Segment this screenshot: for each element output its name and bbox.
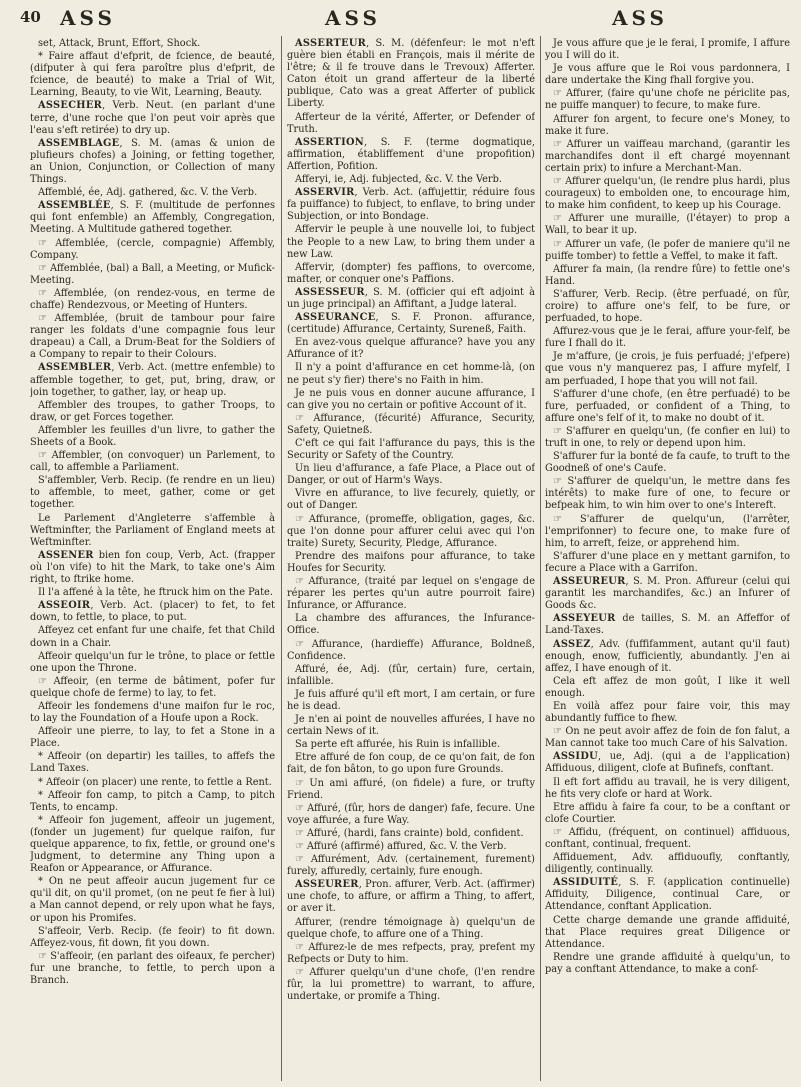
- column-divider: [540, 36, 541, 1081]
- dictionary-entry: [545, 426, 790, 450]
- dictionary-entry: [30, 751, 275, 775]
- dictionary-entry: [545, 213, 790, 237]
- dictionary-entry: [545, 777, 790, 801]
- entry-text: Prendre des maifons pour affurance, to take Houfes for Security.: [287, 550, 535, 574]
- dictionary-entry: [30, 726, 275, 750]
- entry-text: Il n'y a point d'affurance en cet homme-là, (on ne peut s'y fier) there's no Faith in him.: [287, 362, 535, 386]
- dictionary-entry: [545, 915, 790, 951]
- dictionary-entry: [287, 337, 535, 361]
- entry-text: Afferyi, ie, Adj. fubjected, &c. V. the Verb.: [295, 174, 503, 186]
- dictionary-entry: [545, 639, 790, 675]
- entry-text: ☞ Affurer quelqu'un, (le rendre plus hardi, plus courageux) to embolden one, to encourage him, to make him confident, to keep up his Courage.: [545, 176, 790, 212]
- entry-text: ☞ Affemblée, (bruit de tambour pour faire ranger les foldats d'une compagnie fous leur drapeau) a Call, a Drum-Beat for the Soldiers of a Company to repair to their Colours.: [30, 313, 275, 361]
- entry-text: ☞ S'affurer de quelqu'un, le mettre dans fes intérêts) to make fure of one, to fecure or befpeak him, to win him over to one's Intereft.: [545, 476, 790, 512]
- entry-text: Affervir, (dompter) fes paffions, to overcome, mafter, or conquer one's Paffions.: [287, 261, 535, 285]
- dictionary-entry: [287, 714, 535, 738]
- entry-text: ☞ Affeoir, (en terme de bâtiment, pofer fur quelque chofe de ferme) to lay, to fet.: [30, 675, 275, 699]
- entry-text: Affembler les feuilles d'un livre, to gather the Sheets of a Book.: [30, 424, 275, 448]
- entry-text: , S. M. Pron. Affureur (celui qui garantit les marchandifes, &c.) an Infurer of Goods &c.: [545, 576, 790, 612]
- dictionary-entry: [545, 877, 790, 913]
- dictionary-entry: [30, 100, 275, 136]
- entry-text: Rendre une grande affiduité à quelqu'un, to pay a conftant Attendance, to make a conf-: [545, 951, 790, 975]
- dictionary-entry: [545, 239, 790, 263]
- entry-text: Affembler des troupes, to gather Troops, to draw, or get Forces together.: [30, 399, 275, 423]
- entry-text: * On ne peut affeoir aucun jugement fur ce qu'il dit, on qu'il promet, (on ne peut fe fier à lui) a Man cannot depend, or rely upon what he fays, or upon his Promifes.: [30, 876, 275, 924]
- column-divider: [281, 36, 282, 1081]
- dictionary-entry: [30, 288, 275, 312]
- entry-text: de tailles, S. M. an Affeffor of Land-Taxes.: [545, 613, 790, 637]
- entry-text: ☞ Affidu, (fréquent, on continuel) affiduous, conftant, continual, frequent.: [545, 826, 790, 850]
- entry-text: , Verb. Act. (mettre enfemble) to affemble together, to get, put, bring, draw, or join together, to gather, lay, or heap up.: [30, 362, 275, 398]
- dictionary-entry: [545, 289, 790, 325]
- dictionary-entry: [30, 587, 275, 599]
- entry-headword: ASSEYEUR: [553, 613, 616, 625]
- dictionary-entry: [30, 362, 275, 398]
- entry-headword: ASSEMBLAGE: [38, 137, 120, 149]
- dictionary-entry: [287, 576, 535, 612]
- dictionary-entry: [30, 876, 275, 924]
- entry-text: ☞ Affembler, (on convoquer) un Parlement, to call, to affemble a Parliament.: [30, 450, 275, 474]
- entry-text: ☞ Affemblée, (on rendez-vous, en terme de chaffe) Rendezvous, or Meeting of Hunters.: [30, 287, 275, 311]
- dictionary-entry: [545, 613, 790, 637]
- dictionary-entry: [287, 639, 535, 663]
- entry-text: , S. F. (application continuelle) Affiduity, Diligence, continual Care, or Attendance, conftant Application.: [545, 877, 790, 913]
- dictionary-entry: [287, 967, 535, 1003]
- dictionary-entry: [287, 551, 535, 575]
- dictionary-column-right: [545, 38, 790, 1083]
- dictionary-entry: [30, 815, 275, 875]
- dictionary-entry: [545, 751, 790, 775]
- dictionary-entry: [30, 238, 275, 262]
- entry-text: ☞ Un ami affuré, (on fidele) a fure, or trufty Friend.: [287, 777, 535, 801]
- entry-text: Le Parlement d'Angleterre s'affemble à Weftminfter, the Parliament of England meets at Weftminfter.: [30, 512, 275, 548]
- entry-text: ☞ Affuré, (fûr, hors de danger) fafe, fecure. Une voye affurée, a fure Way.: [287, 802, 535, 826]
- entry-text: Je fuis affuré qu'il eft mort, I am certain, or fure he is dead.: [287, 688, 535, 712]
- entry-text: Affurer fon argent, to fecure one's Money, to make it fure.: [545, 113, 790, 137]
- entry-text: ☞ Affurer quelqu'un d'une chofe, (l'en rendre fûr, la lui promettre) to warrant, to affure, undertake, or promife a Thing.: [287, 966, 535, 1003]
- entry-text: * Affeoir fon camp, to pitch a Camp, to pitch Tents, to encamp.: [30, 789, 275, 813]
- dictionary-column-middle: [287, 38, 535, 1083]
- entry-text: ☞ Affurer un vafe, (le pofer de maniere qu'il ne puiffe tomber) to fettle a Veffel, to make it faft.: [545, 238, 790, 262]
- dictionary-entry: [287, 463, 535, 487]
- entry-text: Afferteur de la vérité, Afferter, or Defender of Truth.: [287, 111, 535, 135]
- entry-text: C'eft ce qui fait l'affurance du pays, this is the Security or Safety of the Country.: [287, 438, 535, 462]
- dictionary-entry: [287, 488, 535, 512]
- dictionary-entry: [30, 651, 275, 675]
- dictionary-entry: [545, 827, 790, 851]
- entry-text: S'affurer d'une chofe, (en être perfuadé) to be fure, perfuaded, or confident of a Thing, to affure one's felf of it, to make no doubt of it.: [545, 388, 790, 424]
- entry-headword: ASSERTION: [295, 136, 365, 148]
- dictionary-entry: [287, 413, 535, 437]
- dictionary-entry: [30, 51, 275, 99]
- entry-text: ☞ Affurance, (hardieffe) Affurance, Boldneß, Confidence.: [287, 638, 535, 662]
- dictionary-entry: [30, 625, 275, 649]
- dictionary-entry: [30, 38, 275, 50]
- dictionary-entry: [30, 951, 275, 987]
- dictionary-entry: [287, 879, 535, 915]
- dictionary-entry: [30, 400, 275, 424]
- entry-headword: ASSESSEUR: [295, 286, 365, 298]
- dictionary-entry: [545, 264, 790, 288]
- entry-text: S'affurer d'une place en y mettant garnifon, to fecure a Place with a Garrifon.: [545, 550, 790, 574]
- entry-headword: ASSENER: [38, 549, 94, 561]
- entry-text: ☞ Affurez-le de mes refpects, pray, prefent my Refpects or Duty to him.: [287, 941, 535, 965]
- entry-text: Affervir le peuple à une nouvelle loi, to fubject the People to a new Law, to bring them under a new Law.: [287, 224, 535, 260]
- entry-text: ☞ S'affeoir, (en parlant des oifeaux, fe percher) fur une branche, to fettle, to perch upon a Branch.: [30, 950, 275, 987]
- entry-text: ☞ Affurer, (faire qu'une chofe ne périclite pas, ne puiffe manquer) to fecure, to make fure.: [545, 88, 790, 112]
- dictionary-entry: [287, 841, 535, 853]
- entry-text: En voilà affez pour faire voir, this may abundantly fuffice to fhew.: [545, 700, 790, 725]
- dictionary-entry: [545, 576, 790, 612]
- entry-text: , S. F. (multitude de perfonnes qui font enfemble) an Affembly, Congregation, Meeting. A Multitude gathered together.: [30, 200, 275, 236]
- dictionary-entry: [30, 701, 275, 725]
- dictionary-entry: [30, 550, 275, 586]
- dictionary-entry: [30, 187, 275, 199]
- entry-text: Etre affidu à faire fa cour, to be a conftant or clofe Courtier.: [545, 801, 790, 825]
- dictionary-entry: [545, 802, 790, 826]
- dictionary-entry: [545, 701, 790, 725]
- entry-headword: ASSEURER: [295, 879, 359, 891]
- dictionary-entry: [545, 551, 790, 575]
- running-head-center: ASS: [325, 6, 381, 30]
- entry-text: , S. M. (amas & union de plufieurs chofes) a Joining, or fetting together, an Union, Conjunction, or Collection of many Things.: [30, 137, 275, 186]
- entry-text: , S. M. (défenfeur: le mot n'eft guère bien établi en François, mais il mérite de l'être; & il fe trouve dans le Trevoux) Afferter. Caton étoit un grand afferteur de la liberté publique, Cato was a great Afferter of publick Liberty.: [287, 38, 535, 110]
- dictionary-entry: [287, 828, 535, 840]
- dictionary-entry: [30, 138, 275, 186]
- entry-text: Il l'a affené à la tête, he ftruck him on the Pate.: [38, 587, 273, 599]
- dictionary-entry: [287, 38, 535, 111]
- dictionary-entry: [30, 263, 275, 287]
- entry-text: Affiduement, Adv. affiduoufly, conftantly, diligently, continually.: [545, 852, 790, 876]
- entry-text: , Adv. (fuffifamment, autant qu'il faut) enough, enow, fufficiently, abundantly. J'en ai affez, I have enough of it.: [545, 638, 790, 674]
- entry-text: set, Attack, Brunt, Effort, Shock.: [38, 38, 201, 49]
- dictionary-entry: [545, 114, 790, 138]
- entry-text: , Verb. Act. (affujettir, réduire fous fa puiffance) to fubject, to enflave, to bring under Subjection, or into Bondage.: [287, 187, 535, 223]
- entry-headword: ASSERVIR: [295, 187, 355, 199]
- dictionary-entry: [287, 187, 535, 223]
- entry-text: S'affeoir, Verb. Recip. (fe feoir) to fit down. Affeyez-vous, fit down, fit you down.: [30, 925, 275, 949]
- entry-text: Un lieu d'affurance, a fafe Place, a Place out of Danger, or out of Harm's Ways.: [287, 463, 535, 487]
- entry-text: Je vous affure que le Roi vous pardonnera, I dare undertake the King fhall forgive you.: [545, 63, 790, 87]
- entry-text: , S. F. (terme dogmatique, affirmation, établiffement d'une propofition) Affertion, Pofition.: [287, 136, 535, 172]
- dictionary-entry: [545, 476, 790, 512]
- entry-text: Affuré, ée, Adj. (fûr, certain) fure, certain, infallible.: [287, 663, 535, 687]
- dictionary-entry: [30, 450, 275, 474]
- entry-text: En avez-vous quelque affurance? have you any Affurance of it?: [287, 337, 535, 361]
- dictionary-entry: [287, 362, 535, 386]
- entry-text: * Affeoir (on placer) une rente, to fettle a Rent.: [38, 776, 272, 788]
- entry-headword: ASSEMBLER: [38, 362, 112, 374]
- entry-text: Etre affuré de fon coup, de ce qu'on fait, de fon fait, de fon bâton, to go upon fure Grounds.: [287, 752, 535, 776]
- entry-text: ☞ Affuré, (hardi, fans crainte) bold, confident.: [295, 827, 524, 839]
- dictionary-entry: [30, 777, 275, 789]
- entry-text: Vivre en affurance, to live fecurely, quietly, or out of Danger.: [287, 488, 535, 512]
- dictionary-entry: [287, 942, 535, 966]
- entry-text: ☞ Affuré (affirmé) affured, &c. V. the Verb.: [295, 841, 507, 852]
- entry-headword: ASSERTEUR: [295, 38, 367, 49]
- dictionary-entry: [545, 326, 790, 350]
- entry-headword: ASSEZ: [553, 638, 591, 650]
- dictionary-entry: [287, 664, 535, 688]
- dictionary-entry: [545, 451, 790, 475]
- entry-text: ☞ Affurance, (traité par lequel on s'engage de réparer les pertes qu'un autre pourroit faire) Infurance, or Affurance.: [287, 576, 535, 612]
- entry-headword: ASSEUREUR: [553, 576, 626, 588]
- entry-text: Affeoir une pierre, to lay, to fet a Stone in a Place.: [30, 726, 275, 750]
- dictionary-entry: [30, 425, 275, 449]
- entry-headword: ASSEURANCE: [295, 312, 376, 324]
- dictionary-entry: [545, 351, 790, 387]
- entry-text: ☞ Affemblée, (cercle, compagnie) Affembly, Company.: [30, 237, 275, 261]
- dictionary-entry: [287, 854, 535, 878]
- entry-text: Je vous affure que je le ferai, I promife, I affure you I will do it.: [545, 38, 790, 62]
- dictionary-entry: [287, 752, 535, 776]
- dictionary-entry: [30, 200, 275, 236]
- page-header: [0, 0, 801, 34]
- dictionary-entry: [287, 262, 535, 286]
- entry-text: , Verb. Act. (placer) to fet, to fet down, to fettle, to place, to put.: [30, 600, 275, 624]
- entry-text: ☞ On ne peut avoir affez de foin de fon falut, a Man cannot take too much Care of his Salvation.: [545, 726, 790, 750]
- entry-text: ☞ S'affurer en quelqu'un, (fe confier en lui) to truft in one, to rely or depend upon him.: [545, 425, 790, 449]
- dictionary-entry: [545, 514, 790, 550]
- entry-text: Affeoir quelqu'un fur le trône, to place or fettle one upon the Throne.: [30, 650, 275, 674]
- dictionary-entry: [287, 174, 535, 186]
- dictionary-entry: [287, 112, 535, 136]
- entry-text: , S. M. (officier qui eft adjoint à un juge principal) an Affiftant, a Judge lateral.: [287, 286, 535, 310]
- entry-text: Affurer, (rendre témoignage à) quelqu'un de quelque chofe, to affure one of a Thing.: [287, 916, 535, 940]
- dictionary-entry: [287, 917, 535, 941]
- dictionary-entry: [545, 38, 790, 62]
- dictionary-entry: [287, 224, 535, 260]
- entry-headword: ASSIDUITÉ: [553, 877, 619, 889]
- entry-text: ☞ Affurer un vaiffeau marchand, (garantir les marchandifes dont il eft chargé moyennant certain prix) to infure a Merchant-Man.: [545, 138, 790, 174]
- running-head-left: ASS: [60, 6, 116, 30]
- dictionary-entry: [545, 952, 790, 976]
- entry-headword: ASSIDU: [553, 751, 598, 763]
- dictionary-entry: [287, 388, 535, 412]
- dictionary-entry: [545, 63, 790, 87]
- entry-text: Affurez-vous que je le ferai, affure your-felf, be fure I fhall do it.: [545, 326, 790, 350]
- page-number: 40: [20, 8, 41, 26]
- dictionary-entry: [30, 790, 275, 814]
- entry-text: , Verb. Neut. (en parlant d'une terre, d'une roche que l'on peut voir après que l'eau s'eft retirée) to dry up.: [30, 100, 275, 136]
- entry-text: ☞ Affurance, (promeffe, obligation, gages, &c. que l'on donne pour affurer celui avec qui l'on traite) Surety, Security, Pledge, Affurance.: [287, 513, 535, 549]
- dictionary-entry: [287, 514, 535, 550]
- dictionary-entry: [287, 438, 535, 462]
- entry-text: ☞ Affemblée, (bal) a Ball, a Meeting, or Mufick-Meeting.: [30, 262, 275, 286]
- entry-text: Cela eft affez de mon goût, I like it well enough.: [545, 675, 790, 699]
- entry-text: bien fon coup, Verb, Act. (frapper où l'on vife) to hit the Mark, to take one's Aim right, to ftrike home.: [30, 549, 275, 586]
- entry-text: ☞ Affurer une muraille, (l'étayer) to prop a Wall, to bear it up.: [545, 213, 790, 237]
- entry-text: Je m'affure, (je crois, je fuis perfuadé; j'efpere) que vous n'y manquerez pas, I affure myfelf, I am perfuaded, I hope that you will not fail.: [545, 351, 790, 387]
- entry-text: ☞ Affurance, (fécurité) Affurance, Security, Safety, Quietneß.: [287, 412, 535, 436]
- dictionary-entry: [287, 312, 535, 336]
- dictionary-entry: [545, 676, 790, 700]
- dictionary-entry: [30, 926, 275, 950]
- entry-text: Il eft fort affidu au travail, he is very diligent, he fits very clofe or hard at Work.: [545, 776, 790, 800]
- dictionary-entry: [545, 139, 790, 175]
- dictionary-entry: [30, 676, 275, 700]
- dictionary-entry: [30, 475, 275, 511]
- dictionary-entry: [545, 88, 790, 112]
- dictionary-entry: [30, 313, 275, 361]
- dictionary-entry: [30, 513, 275, 549]
- entry-text: Affurer fa main, (la rendre fûre) to fettle one's Hand.: [545, 263, 790, 287]
- dictionary-entry: [545, 852, 790, 876]
- entry-text: S'affurer fur la bonté de fa caufe, to truft to the Goodneß of one's Caufe.: [545, 451, 790, 475]
- entry-headword: ASSEMBLÉE: [38, 200, 111, 212]
- entry-text: Cette charge demande une grande affiduité, that Place requires great Diligence or Attendance.: [545, 914, 790, 950]
- entry-text: ☞ S'affurer de quelqu'un, (l'arrêter, l'emprifonner) to fecure one, to make fure of him, to arreft, feize, or apprehend him.: [545, 513, 790, 549]
- dictionary-entry: [287, 739, 535, 751]
- dictionary-entry: [287, 613, 535, 637]
- entry-text: , ue, Adj. (qui a de l'application) Affiduous, diligent, clofe at Bufinefs, conftant.: [545, 751, 790, 775]
- entry-headword: ASSECHER: [38, 100, 103, 112]
- entry-text: ☞ Affurément, Adv. (certainement, furement) furely, affuredly, certainly, fure enough.: [287, 854, 535, 878]
- dictionary-entry: [545, 176, 790, 212]
- dictionary-entry: [545, 389, 790, 425]
- entry-text: S'affembler, Verb. Recip. (fe rendre en un lieu) to affemble, to meet, gather, come or get together.: [30, 475, 275, 511]
- entry-text: Affemblé, ée, Adj. gathered, &c. V. the Verb.: [38, 187, 258, 199]
- dictionary-entry: [287, 803, 535, 827]
- entry-text: * Affeoir (on departir) les tailles, to affefs the Land Taxes.: [30, 751, 275, 775]
- entry-text: Je ne puis vous en donner aucune affurance, I can give you no certain or pofitive Account of it.: [287, 387, 535, 411]
- dictionary-entry: [287, 137, 535, 173]
- running-head-right: ASS: [612, 6, 668, 30]
- entry-text: La chambre des affurances, the Infurance-Office.: [287, 613, 535, 637]
- entry-text: * Faire affaut d'efprit, de fcience, de beauté, (difputer à qui fera paroître plus d'efprit, de fcience, de beauté) to make a Trial of Wit, Learning, Beauty, to vie Wit, Learning, Beauty.: [30, 51, 275, 99]
- entry-text: Affeyez cet enfant fur une chaife, fet that Child down in a Chair.: [30, 625, 275, 649]
- dictionary-entry: [30, 600, 275, 624]
- dictionary-entry: [287, 689, 535, 713]
- entry-text: Affeoir les fondemens d'une maifon fur le roc, to lay the Foundation of a Houfe upon a Rock.: [30, 700, 275, 725]
- entry-text: * Affeoir fon jugement, affeoir un jugement, (fonder un jugement) fur quelque raifon, fur quelque apparence, to fix, fettle, or ground one's Judgment, to determine any Thing upon a Reafon or Appearance, or Affurance.: [30, 814, 275, 875]
- entry-text: , Pron. affurer, Verb. Act. (affirmer) une chofe, to affure, or affirm a Thing, to affert, or aver it.: [287, 879, 535, 915]
- dictionary-entry: [287, 778, 535, 802]
- entry-text: Sa perte eft affurée, his Ruin is infallible.: [295, 739, 501, 751]
- dictionary-entry: [545, 726, 790, 750]
- dictionary-entry: [287, 287, 535, 311]
- dictionary-column-left: [30, 38, 275, 1083]
- entry-text: , S. F. Pronon. affurance, (certitude) Affurance, Certainty, Sureneß, Faith.: [287, 312, 535, 336]
- entry-text: Je n'en ai point de nouvelles affurées, I have no certain News of it.: [287, 714, 535, 738]
- entry-headword: ASSEOIR: [38, 600, 91, 612]
- entry-text: S'affurer, Verb. Recip. (être perfuadé, on fûr, croire) to affure one's felf, to be fure, or perfuaded, to hope.: [545, 288, 790, 325]
